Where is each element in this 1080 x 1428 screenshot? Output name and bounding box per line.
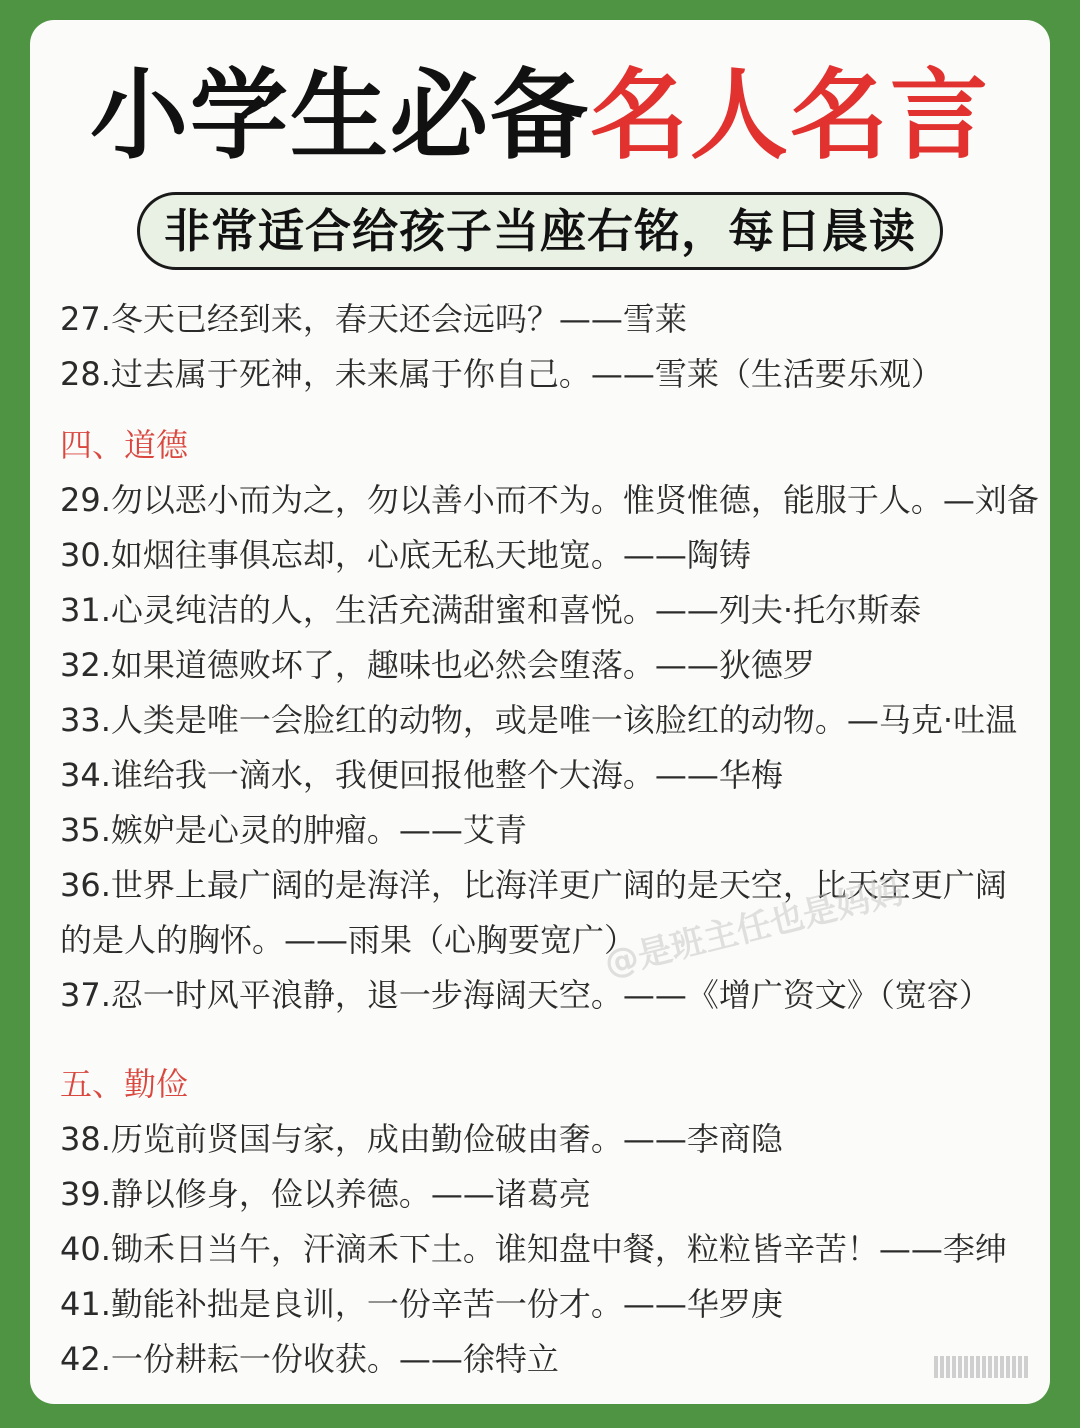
quote-item: 37.忍一时风平浪静，退一步海阔天空。——《增广资文》（宽容） xyxy=(60,976,991,1014)
watermark: @是班主任也是妈妈 xyxy=(600,871,908,985)
subtitle-pill: 非常适合给孩子当座右铭，每日晨读 xyxy=(137,192,943,270)
section-heading-frugality: 五、勤俭 xyxy=(60,1065,189,1103)
quote-item: 38.历览前贤国与家，成由勤俭破由奢。——李商隐 xyxy=(60,1120,783,1158)
quote-item: 29.勿以恶小而为之，勿以善小而不为。惟贤惟德，能服于人。—刘备 xyxy=(60,481,1039,519)
page-title xyxy=(30,56,1050,176)
title-black-part: 小学生必备 xyxy=(89,59,590,173)
quote-item: 30.如烟往事俱忘却，心底无私天地宽。——陶铸 xyxy=(60,536,751,574)
title-red-part: 名人名言 xyxy=(590,59,991,173)
quote-item: 31.心灵纯洁的人，生活充满甜蜜和喜悦。——列夫·托尔斯泰 xyxy=(60,591,922,629)
more-indicator-icon xyxy=(934,1356,1028,1378)
quote-item: 34.谁给我一滴水，我便回报他整个大海。——华梅 xyxy=(60,756,783,794)
quote-item: 41.勤能补拙是良训，一份辛苦一份才。——华罗庚 xyxy=(60,1285,783,1323)
quote-item: 28.过去属于死神，未来属于你自己。——雪莱（生活要乐观） xyxy=(60,355,943,393)
quote-item: 27.冬天已经到来，春天还会远吗？——雪莱 xyxy=(60,300,687,338)
quote-item: 32.如果道德败坏了，趣味也必然会堕落。——狄德罗 xyxy=(60,646,815,684)
content-card xyxy=(30,20,1050,1404)
quote-item: 42.一份耕耘一份收获。——徐特立 xyxy=(60,1340,559,1378)
quote-item: 35.嫉妒是心灵的肿瘤。——艾青 xyxy=(60,811,527,849)
section-gap xyxy=(60,1023,1030,1041)
quote-item: 40.锄禾日当午，汗滴禾下土。谁知盘中餐，粒粒皆辛苦！——李绅 xyxy=(60,1230,1007,1268)
quote-item: 36.世界上最广阔的是海洋，比海洋更广阔的是天空，比天空更广阔的是人的胸怀。——雨果（心胸要宽广） xyxy=(60,866,1007,959)
section-heading-morality: 四、道德 xyxy=(60,426,189,464)
quote-item: 39.静以修身，俭以养德。——诸葛亮 xyxy=(60,1175,591,1213)
quote-item: 33.人类是唯一会脸红的动物，或是唯一该脸红的动物。—马克·吐温 xyxy=(60,701,1018,739)
quote-list xyxy=(60,292,1039,1387)
